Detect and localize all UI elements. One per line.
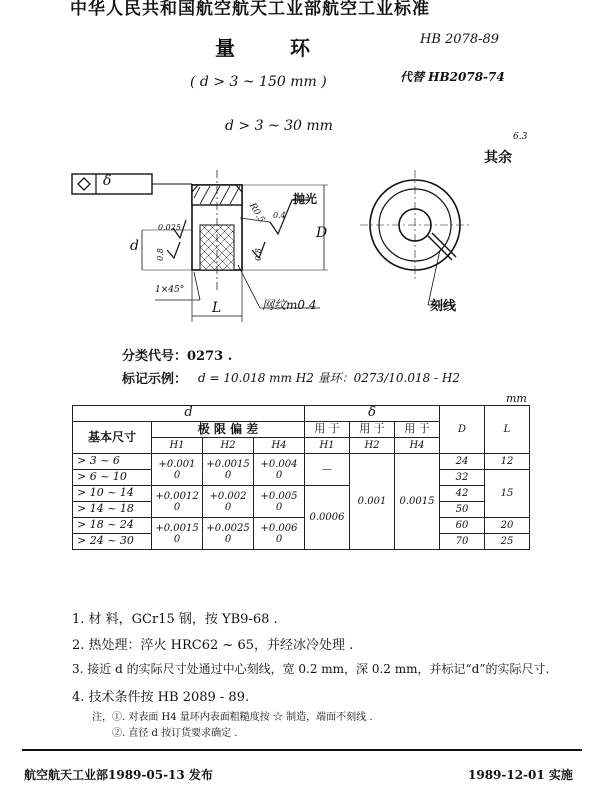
rest-roughness-label: 其余 bbox=[484, 150, 512, 166]
note-4: 4. 技术条件按 HB 2089 - 89. bbox=[72, 690, 250, 705]
header-basic-size: 基本尺寸 bbox=[73, 422, 152, 454]
chamfer-radius: R0.5 bbox=[246, 201, 267, 225]
header-use-h1: 用 于 bbox=[305, 422, 350, 438]
delta-h4: 0.0015 bbox=[395, 454, 440, 550]
example-label: 标记示例： bbox=[122, 372, 188, 387]
row-D: 70 bbox=[440, 534, 485, 550]
row-D: 42 bbox=[440, 486, 485, 502]
row-D: 24 bbox=[440, 454, 485, 470]
header-D: D bbox=[440, 406, 485, 454]
row-size: > 10 ~ 14 bbox=[73, 486, 152, 502]
chamfer-dim: 1×45° bbox=[155, 285, 185, 295]
standard-title: 中华人民共和国航空航天工业部航空工业标准 bbox=[70, 0, 430, 19]
row-D: 50 bbox=[440, 502, 485, 518]
row-size: > 14 ~ 18 bbox=[73, 502, 152, 518]
dim-D: D bbox=[316, 225, 328, 241]
note-2: 2. 热处理：淬火 HRC62 ~ 65，并经冰冷处理 . bbox=[72, 638, 354, 653]
replaces-code: 代替 HB2078-74 bbox=[400, 70, 505, 84]
dim-L: L bbox=[212, 300, 222, 316]
use-grade-h1: H1 bbox=[305, 438, 350, 454]
standard-code: HB 2078-89 bbox=[420, 32, 500, 47]
row-D: 32 bbox=[440, 470, 485, 486]
header-L: L bbox=[485, 406, 530, 454]
header-delta: δ bbox=[305, 406, 440, 422]
dim-d: d bbox=[130, 238, 139, 254]
footnote-1: 注，①. 对表面 H4 量环内表面粗糙度按 ☆ 制造，端面不刻线 . bbox=[92, 712, 373, 723]
tolerance-delta: δ bbox=[103, 173, 112, 189]
footnote-2: ②. 直径 d 按订货要求确定 . bbox=[112, 728, 238, 739]
dev-h1: +0.0015 0 bbox=[152, 518, 203, 550]
dev-h2: +0.002 0 bbox=[203, 486, 254, 518]
grade-h1: H1 bbox=[152, 438, 203, 454]
table-unit: mm bbox=[506, 392, 527, 405]
header-deviation: 极 限 偏 差 bbox=[152, 422, 305, 438]
classification-code: 分类代号：0273 . bbox=[122, 349, 233, 364]
cylindricity-icon bbox=[78, 178, 90, 190]
footer-issuer: 航空航天工业部1989-05-13 发布 bbox=[24, 768, 213, 782]
row-size: > 3 ~ 6 bbox=[73, 454, 152, 470]
polish-label: 抛光 bbox=[293, 192, 318, 206]
doc-range: ( d > 3 ~ 150 mm ) bbox=[190, 74, 327, 90]
roughness-0025: 0.025 bbox=[158, 223, 181, 232]
delta-h2: 0.001 bbox=[350, 454, 395, 550]
row-L: 20 bbox=[485, 518, 530, 534]
footer-effective: 1989-12-01 实施 bbox=[468, 768, 573, 782]
dev-h1: +0.001 0 bbox=[152, 454, 203, 486]
row-L: 25 bbox=[485, 534, 530, 550]
roughness-08b: 0.8 bbox=[253, 248, 263, 261]
delta-first: — bbox=[305, 454, 350, 486]
header-d: d bbox=[73, 406, 305, 422]
polish-value: 0.4 bbox=[273, 211, 286, 220]
row-size: > 24 ~ 30 bbox=[73, 534, 152, 550]
dev-h4: +0.006 0 bbox=[254, 518, 305, 550]
dev-h1: +0.0012 0 bbox=[152, 486, 203, 518]
row-size: > 6 ~ 10 bbox=[73, 470, 152, 486]
tolerance-frame bbox=[72, 174, 152, 194]
dev-h4: +0.005 0 bbox=[254, 486, 305, 518]
footer-rule bbox=[22, 749, 582, 751]
drawing-subrange: d > 3 ~ 30 mm bbox=[225, 118, 333, 134]
row-D: 60 bbox=[440, 518, 485, 534]
rest-roughness-value: 6.3 bbox=[513, 132, 528, 142]
delta-h1: 0.0006 bbox=[305, 486, 350, 550]
mark-line-label: 刻线 bbox=[430, 299, 457, 314]
grade-h4: H4 bbox=[254, 438, 305, 454]
example-text: d = 10.018 mm H2 量环：0273/10.018 - H2 bbox=[198, 371, 461, 385]
dev-h2: +0.0025 0 bbox=[203, 518, 254, 550]
dev-h2: +0.0015 0 bbox=[203, 454, 254, 486]
dev-h4: +0.004 0 bbox=[254, 454, 305, 486]
knurl-label: 网纹m0.4 bbox=[262, 298, 317, 312]
row-L: 15 bbox=[485, 470, 530, 518]
grade-h2: H2 bbox=[203, 438, 254, 454]
note-1: 1. 材 料，GCr15 钢，按 YB9-68 . bbox=[72, 612, 278, 627]
row-L: 12 bbox=[485, 454, 530, 470]
note-3: 3. 接近 d 的实际尺寸处通过中心刻线，宽 0.2 mm，深 0.2 mm，并标记“d”的实际尺寸. bbox=[72, 662, 550, 676]
spec-table bbox=[72, 405, 530, 550]
use-grade-h2: H2 bbox=[350, 438, 395, 454]
row-size: > 18 ~ 24 bbox=[73, 518, 152, 534]
use-grade-h4: H4 bbox=[395, 438, 440, 454]
header-use-h2: 用 于 bbox=[350, 422, 395, 438]
header-use-h4: 用 于 bbox=[395, 422, 440, 438]
doc-title: 量 环 bbox=[215, 36, 334, 60]
roughness-08a: 0.8 bbox=[155, 248, 165, 261]
roughness-08a-icon bbox=[167, 242, 180, 258]
